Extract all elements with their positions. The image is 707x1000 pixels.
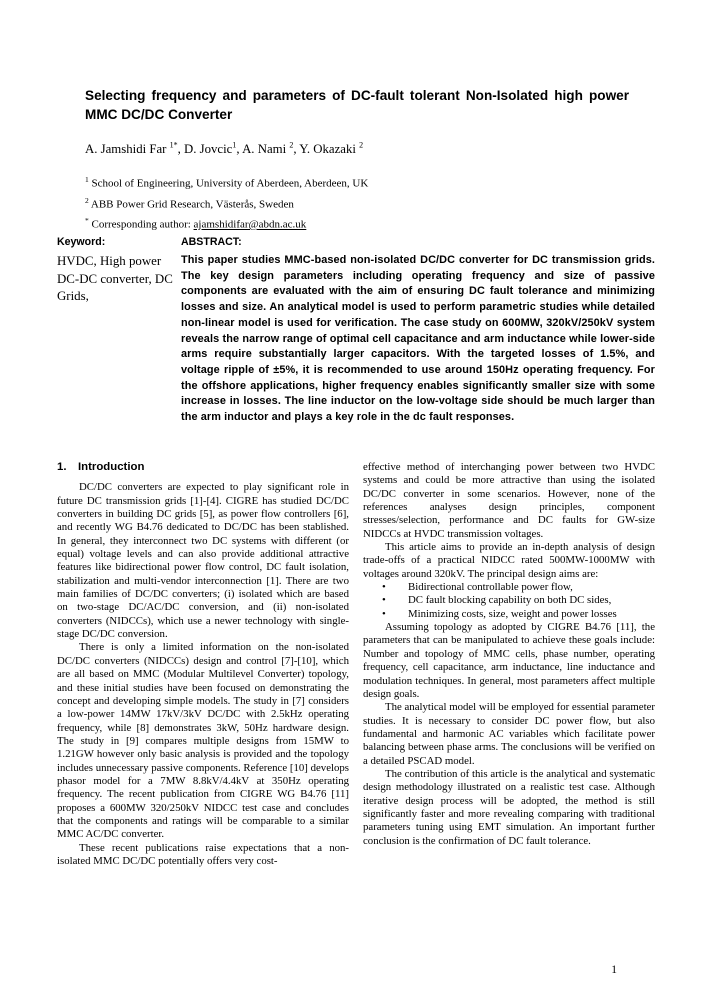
paragraph: The analytical model will be employed for essential parameter studies. It is necessary to consider DC power flow, but also fundamental and harmonic AC variables which facilitate power balancing between phase arms. The conclusions will be verified on a detailed PSCAD model. [363, 701, 655, 767]
author-sup: 1* [169, 141, 178, 150]
author-name: A. Jamshidi Far [85, 142, 170, 157]
affiliation-text: ABB Power Grid Research, Västerås, Sweden [88, 198, 294, 211]
body-columns [57, 461, 655, 868]
affiliation-line [85, 193, 629, 213]
abstract-label: ABSTRACT: [181, 236, 242, 248]
section-heading-introduction [57, 461, 349, 474]
author [184, 142, 242, 156]
paragraph: These recent publications raise expectations that a non-isolated MMC DC/DC potentially offers very cost- [57, 841, 349, 867]
paragraph: effective method of interchanging power between two HVDC systems and could be more attractive than using the isolated DC/DC converter in some scenarios. However, none of the references analyses design principles, component stresses/selection, performance and DC faults for GW-size NIDCCs at HVDC transmission voltages. [363, 461, 655, 540]
bullet-item [363, 594, 655, 607]
author [85, 142, 184, 156]
author-name: Y. Okazaki [299, 142, 360, 157]
paper-header [85, 86, 629, 234]
affiliations [85, 172, 629, 233]
author [242, 142, 299, 156]
left-column [57, 461, 349, 868]
author-name: A. Nami [242, 142, 290, 157]
paper-title: Selecting frequency and parameters of DC-fault tolerant Non-Isolated high power MMC DC/DC Converter [85, 88, 629, 122]
author-sup: 2 [359, 141, 364, 150]
paragraph: Assuming topology as adopted by CIGRE B4.76 [11], the parameters that can be manipulated to achieve these goals include: Number and topology of MMC cells, phase number, operating frequency, cell capacitance, arm inductance, line inductance and modulation techniques. In general, most parameters affect multiple design goals. [363, 621, 655, 700]
bullet-icon: • [382, 581, 386, 594]
author [299, 142, 363, 156]
affiliation-text: School of Engineering, University of Aberdeen, Aberdeen, UK [88, 177, 369, 190]
page-number: 1 [611, 964, 617, 976]
paragraph: DC/DC converters are expected to play significant role in future DC transmission grids [1]-[4]. CIGRE has studied DC/DC converters in building DC grids [5], as power flow controllers [6], and recently WG B4.76 dedicated to DC/DC has been stablished. In general, they interconnect two DC systems with different (or equal) voltage levels and can also provide additional attractive features like bidirectional power flow control, DC fault isolation, stabilization and multi-vendor interconnection [1]. There are two main families of DC/DC converters; (i) isolated which are based on two-stage DC/AC/DC conversion, and (ii) non-isolated converters (NIDCCs), which use a newer technology with single-stage DC/DC conversion. [57, 481, 349, 641]
author-sep: , [293, 142, 300, 157]
keywords-text: HVDC, High power DC-DC converter, DC Grids, [57, 254, 173, 303]
keyword-abstract-row [57, 236, 655, 426]
bullet-item [363, 608, 655, 621]
author-line [85, 141, 629, 157]
author-sup: 2 [289, 141, 294, 150]
affiliation-line [85, 172, 629, 192]
bullet-icon: • [382, 607, 386, 620]
paragraph: The contribution of this article is the analytical and systematic design methodology illustrated on a realistic test case. Although iterative design process will be adopted, the method is still significantly faster and more revealing comparing with traditional parameters tuning using EMT simulation. An important further conclusion is the confirmation of DC fault tolerance. [363, 767, 655, 847]
bullet-text: Bidirectional controllable power flow, [408, 581, 573, 594]
affiliation-sup: 1 [85, 175, 89, 185]
abstract-column [181, 236, 655, 426]
author-sup: 1 [232, 141, 237, 150]
bullet-item [363, 581, 655, 594]
paragraph: This article aims to provide an in-depth analysis of design trade-offs of a practical NIDCC rated 500MW-1000MW with voltages around 320kV. The principal design aims are: [363, 541, 655, 580]
bullet-text: DC fault blocking capability on both DC sides, [408, 594, 612, 607]
section-title: Introduction [78, 461, 145, 473]
bullet-text: Minimizing costs, size, weight and power losses [408, 607, 617, 620]
affiliation-line [85, 213, 629, 233]
paragraph: There is only a limited information on the non-isolated DC/DC converters (NIDCCs) design and control [7]-[10], which are all based on MMC (Modular Multilevel Converter) topology, and these initial studies have been focused on demonstrating the concept and developing simple models. The study in [7] considers a low-power 14MW 17kV/3kV DC/DC with 2.5kHz operating frequency, while [8] demonstrates 3kW, 50Hz hardware design. The study in [9] compares multiple designs from 15MW to 1.21GW however only basic analysis is provided and the topology includes unnecessary passive components. Reference [10] develops phasor model for a 7MW 8.8kV/4.4kV at 350Hz operating frequency. The recent publication from CIGRE WG B4.76 [11] proposes a 600MW 320/250kV NIDCC test case and concludes that the components and ratings will be comparable to a similar MMC AC/DC converter. [57, 641, 349, 841]
author-sep: , [177, 142, 185, 157]
right-column [363, 461, 655, 868]
affiliation-sup: 2 [85, 195, 89, 205]
bullet-icon: • [382, 594, 386, 607]
affiliation-sup: * [85, 216, 89, 226]
author-sep: , [236, 142, 243, 157]
section-number: 1. [57, 461, 67, 473]
author-name: D. Jovcic [184, 142, 233, 157]
keywords-column [57, 236, 181, 426]
abstract-text: This paper studies MMC-based non-isolated DC/DC converter for DC transmission grids. The key design parameters including operating frequency and size of passive components are evaluated with the aim of ensuring DC fault tolerance and minimizing losses and size. An analytical model is used to perform parametric studies while detailed non-linear model is used for verification. The case study on 600MW, 320kV/250kV system reveals the narrow range of optimal cell capacitance and arm inductance while lower-side arms require substantially larger capacitors. With the targeted losses of 1.5%, and voltage ripple of ±5%, it is recommended to use around 150Hz operating frequency. For the offshore applications, higher frequency enables significantly smaller size with some increase in losses. The line inductor on the low-voltage side should be much larger than the arm inductor and plays a key role in the dc fault responses. [181, 254, 655, 424]
keyword-label: Keyword: [57, 236, 106, 248]
corresponding-email-link[interactable]: ajamshidifar@abdn.ac.uk [193, 218, 307, 231]
affiliation-text: Corresponding author: [88, 218, 194, 231]
